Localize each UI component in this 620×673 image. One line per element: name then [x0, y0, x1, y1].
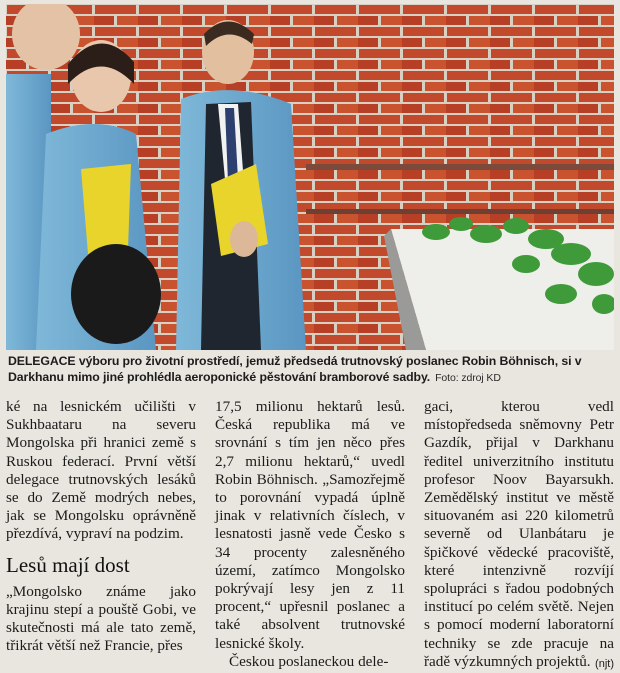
- article-column-1: [6, 398, 196, 655]
- article-column-3: [424, 398, 614, 673]
- author-signature: (njt): [595, 657, 614, 670]
- paragraph: [424, 398, 614, 671]
- article-column-2: [215, 398, 405, 671]
- news-photo: [6, 4, 614, 350]
- paragraph: 17,5 milionu hektarů lesů. Česká republika má ve srovnání s tím jen něco přes 2,7 milionu hektarů,“ uvedl Robin Böhnisch. „Samozřejmě to porovnání vypadá úplně jinak v relativních číslech, v lesnatosti jasně vede Česko s 34 procenty zalesněného území, zatímco Mongolsko pokrývají lesy jen z 11 procent,“ upřesnil poslanec a také absolvent trutnovské lesnické školy.: [215, 398, 405, 652]
- caption-text: výboru pro životní prostředí, jemuž předsedá trutnovský poslanec Robin Böhnisch, si v Darkhanu mimo jiné prohlédla aeroponické pěstování bramborové sadby.: [8, 354, 582, 384]
- paragraph-text: gaci, kterou vedl místopředseda sněmovny Petr Gazdík, přijal v Darkhanu ředitel univerzitního institutu profesor Noov Bayarsukh. Zemědělský institut ve městě situovaném asi 220 kilometrů severně od Ulanbátaru je špičkové vědecké pracoviště, které intenzivně rozvíjí spolupráci s řadou podobných institucí po celém světě. Nejen s pomocí moderní laboratorní techniky se zde pracuje na řadě výzkumných projektů.: [424, 398, 614, 670]
- caption-lead: DELEGACE: [8, 354, 76, 368]
- paragraph: „Mongolsko známe jako krajinu stepí a pouště Gobi, ve skutečnosti má ale tato země, třikrát větší než Francie, přes: [6, 582, 196, 655]
- paragraph: ké na lesnickém učilišti v Sukhbaataru na severu Mongolska při hranici země s Ruskou federací. První větší delegace trutnovských lesáků se do Země modrých nebes, jak se Mongolsku oprávněně přezdívá, vypraví na podzim.: [6, 398, 196, 543]
- photo-credit: Foto: zdroj KD: [435, 371, 501, 384]
- photo-caption: [8, 354, 612, 386]
- paragraph: Českou poslaneckou dele-: [229, 652, 389, 670]
- article-subhead: Lesů mají dost: [6, 552, 130, 577]
- photo-delegation-greenhouse-icon: [6, 4, 614, 350]
